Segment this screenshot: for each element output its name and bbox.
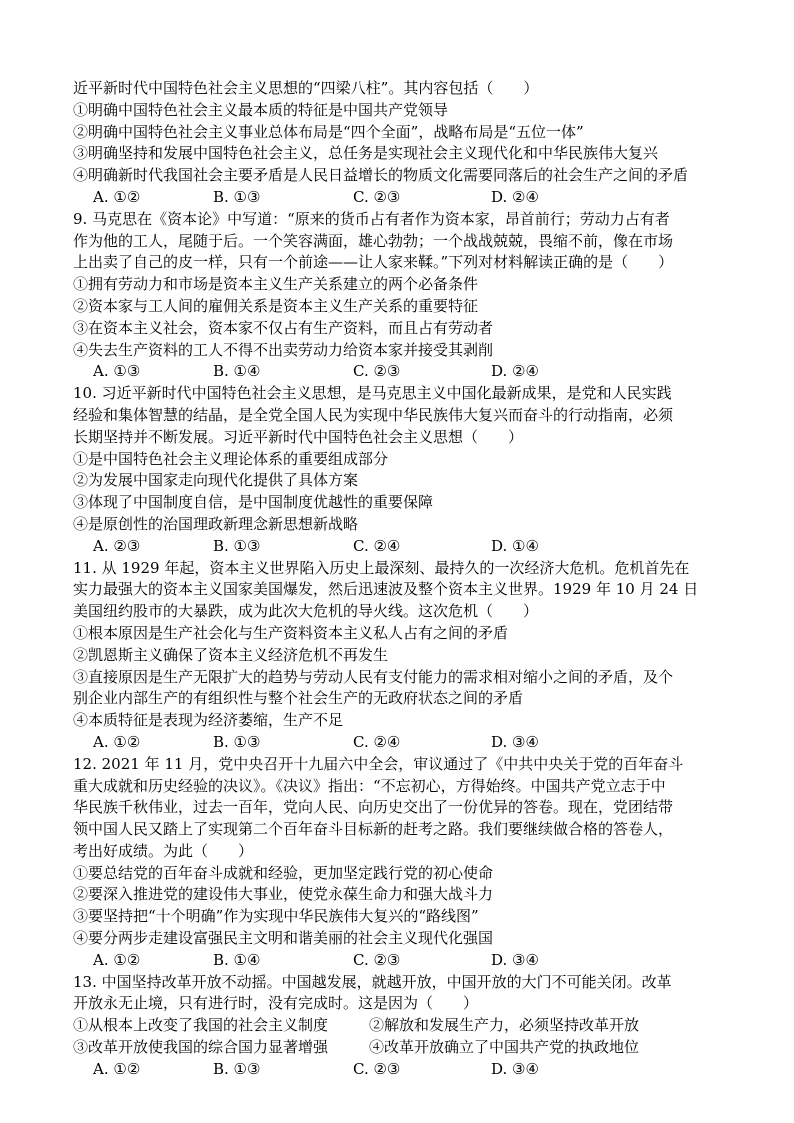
question-stem: 作为他的工人，尾随于后。一个笑容满面，雄心勃勃；一个战战兢兢，畏缩不前，像在市场: [73, 231, 674, 250]
question-9: [73, 209, 725, 383]
statement-option: ②凯恩斯主义确保了资本主义经济危机不再发生: [73, 645, 389, 664]
statement-option: ④是原创性的治国理政新理念新思想新战略: [73, 514, 359, 533]
choice-b[interactable]: B. ①④: [213, 362, 261, 381]
statement-option: ④改革开放确立了中国共产党的执政地位: [369, 1038, 640, 1057]
choice-d[interactable]: D. ③④: [491, 732, 539, 751]
choice-d[interactable]: D. ③④: [491, 950, 539, 969]
question-stem: 重大成就和历史经验的决议》。《决议》指出：“不忘初心，方得始终。中国共产党立志于中: [73, 776, 666, 795]
statement-option: ①是中国特色社会主义理论体系的重要组成部分: [73, 449, 389, 468]
statement-option: ③明确坚持和发展中国特色社会主义，总任务是实现社会主义现代化和中华民族伟大复兴: [73, 144, 659, 163]
statement-option: 别企业内部生产的有组织性与整个社会生产的无政府状态之间的矛盾: [73, 689, 524, 708]
choice-b[interactable]: B. ①③: [213, 1059, 261, 1078]
choice-a[interactable]: A. ①②: [93, 187, 141, 206]
choice-a[interactable]: A. ①③: [93, 362, 141, 381]
statement-option: ②解放和发展生产力，必须坚持改革开放: [369, 1016, 640, 1035]
question-13: [73, 972, 725, 1081]
choice-b[interactable]: B. ①③: [213, 536, 261, 555]
choice-d[interactable]: D. ③④: [491, 1059, 539, 1078]
choice-c[interactable]: C. ②③: [353, 362, 401, 381]
choice-a[interactable]: A. ①②: [93, 950, 141, 969]
choice-c[interactable]: C. ②③: [353, 1059, 401, 1078]
question-stem: 美国纽约股市的大暴跌，成为此次大危机的导火线。这次危机（ ）: [73, 602, 539, 621]
answer-choices: [73, 732, 725, 754]
answer-choices: [73, 187, 725, 209]
question-stem: 10. 习近平新时代中国特色社会主义思想，是马克思主义中国化最新成果，是党和人民实践: [73, 384, 672, 403]
answer-choices: [73, 1059, 725, 1081]
choice-d[interactable]: D. ①④: [491, 536, 539, 555]
choice-c[interactable]: C. ②④: [353, 536, 401, 555]
statement-option: ④失去生产资料的工人不得不出卖劳动力给资本家并接受其剥削: [73, 340, 494, 359]
statement-option: ①根本原因是生产社会化与生产资料资本主义私人占有之间的矛盾: [73, 623, 509, 642]
question-stem: 13. 中国坚持改革开放不动摇。中国越发展，就越开放，中国开放的大门不可能关闭。改革: [73, 972, 672, 991]
question-stem: 上出卖了自己的皮一样，只有一个前途——让人家来鞣。”下列对材料解读正确的是（ ）: [73, 253, 674, 272]
question-8: [73, 78, 725, 209]
answer-choices: [73, 536, 725, 558]
statement-option: ①从根本上改变了我国的社会主义制度: [73, 1016, 329, 1035]
question-stem: 开放永无止境，只有进行时，没有完成时。这是因为（ ）: [73, 994, 479, 1013]
statement-option: ③体现了中国制度自信，是中国制度优越性的重要保障: [73, 493, 434, 512]
choice-b[interactable]: B. ①④: [213, 950, 261, 969]
exam-page: [73, 78, 725, 1081]
question-stem: 9. 马克思在《资本论》中写道：“原来的货币占有者作为资本家，昂首前行；劳动力占有者: [73, 209, 670, 228]
statement-option: ②要深入推进党的建设伟大事业，使党永葆生命力和强大战斗力: [73, 885, 494, 904]
choice-a[interactable]: A. ①②: [93, 1059, 141, 1078]
answer-choices: [73, 950, 725, 972]
answer-choices: [73, 361, 725, 383]
question-stem: 11. 从 1929 年起，资本主义世界陷入历史上最深刻、最持久的一次经济大危机。危机首先在: [73, 558, 690, 577]
choice-c[interactable]: C. ②④: [353, 732, 401, 751]
question-stem: 考出好成绩。为此（ ）: [73, 841, 254, 860]
statement-option: ②资本家与工人间的雇佣关系是资本主义生产关系的重要特征: [73, 296, 479, 315]
choice-d[interactable]: D. ②④: [491, 362, 539, 381]
question-stem: 实力最强大的资本主义国家美国爆发，然后迅速波及整个资本主义世界。1929 年 10 月 24 日: [73, 580, 699, 599]
statement-row: [73, 1015, 725, 1037]
question-stem: 经验和集体智慧的结晶，是全党全国人民为实现中华民族伟大复兴而奋斗的行动指南，必须: [73, 405, 674, 424]
statement-option: ③直接原因是生产无限扩大的趋势与劳动人民有支付能力的需求相对缩小之间的矛盾，及个: [73, 667, 674, 686]
statement-option: ③要坚持把“十个明确”作为实现中华民族伟大复兴的“路线图”: [73, 907, 479, 926]
choice-c[interactable]: C. ②③: [353, 950, 401, 969]
choice-b[interactable]: B. ①③: [213, 732, 261, 751]
statement-option: ④明确新时代我国社会主要矛盾是人民日益增长的物质文化需要同落后的社会生产之间的矛盾: [73, 166, 689, 185]
statement-option: ④要分两步走建设富强民主文明和谐美丽的社会主义现代化强国: [73, 929, 494, 948]
question-stem: 12. 2021 年 11 月，党中央召开十九届六中全会，审议通过了《中共中央关于党的百年奋斗: [73, 754, 684, 773]
question-stem: 长期坚持并不断发展。习近平新时代中国特色社会主义思想（ ）: [73, 427, 524, 446]
choice-a[interactable]: A. ①②: [93, 732, 141, 751]
question-10: [73, 383, 725, 557]
question-stem: 华民族千秋伟业，过去一百年，党向人民、向历史交出了一份优异的答卷。现在，党团结带: [73, 798, 674, 817]
statement-option: ①要总结党的百年奋斗成就和经验，更加坚定践行党的初心使命: [73, 863, 494, 882]
choice-a[interactable]: A. ②③: [93, 536, 141, 555]
statement-option: ③改革开放使我国的综合国力显著增强: [73, 1038, 329, 1057]
statement-option: ③在资本主义社会，资本家不仅占有生产资料，而且占有劳动者: [73, 318, 494, 337]
choice-d[interactable]: D. ②④: [491, 187, 539, 206]
statement-option: ④本质特征是表现为经济萎缩，生产不足: [73, 711, 344, 730]
statement-option: ②为发展中国家走向现代化提供了具体方案: [73, 471, 359, 490]
choice-b[interactable]: B. ①③: [213, 187, 261, 206]
statement-option: ①拥有劳动力和市场是资本主义生产关系建立的两个必备条件: [73, 275, 479, 294]
question-stem: 领中国人民又踏上了实现第二个百年奋斗目标新的赶考之路。我们要继续做合格的答卷人，: [73, 820, 674, 839]
statement-option: ②明确中国特色社会主义事业总体布局是“四个全面”，战略布局是“五位一体”: [73, 122, 584, 141]
statement-row: [73, 1037, 725, 1059]
question-stem: 近平新时代中国特色社会主义思想的“四梁八柱”。其内容包括（ ）: [73, 79, 539, 97]
question-11: [73, 558, 725, 754]
question-12: [73, 754, 725, 972]
statement-option: ①明确中国特色社会主义最本质的特征是中国共产党领导: [73, 100, 449, 119]
choice-c[interactable]: C. ②③: [353, 187, 401, 206]
